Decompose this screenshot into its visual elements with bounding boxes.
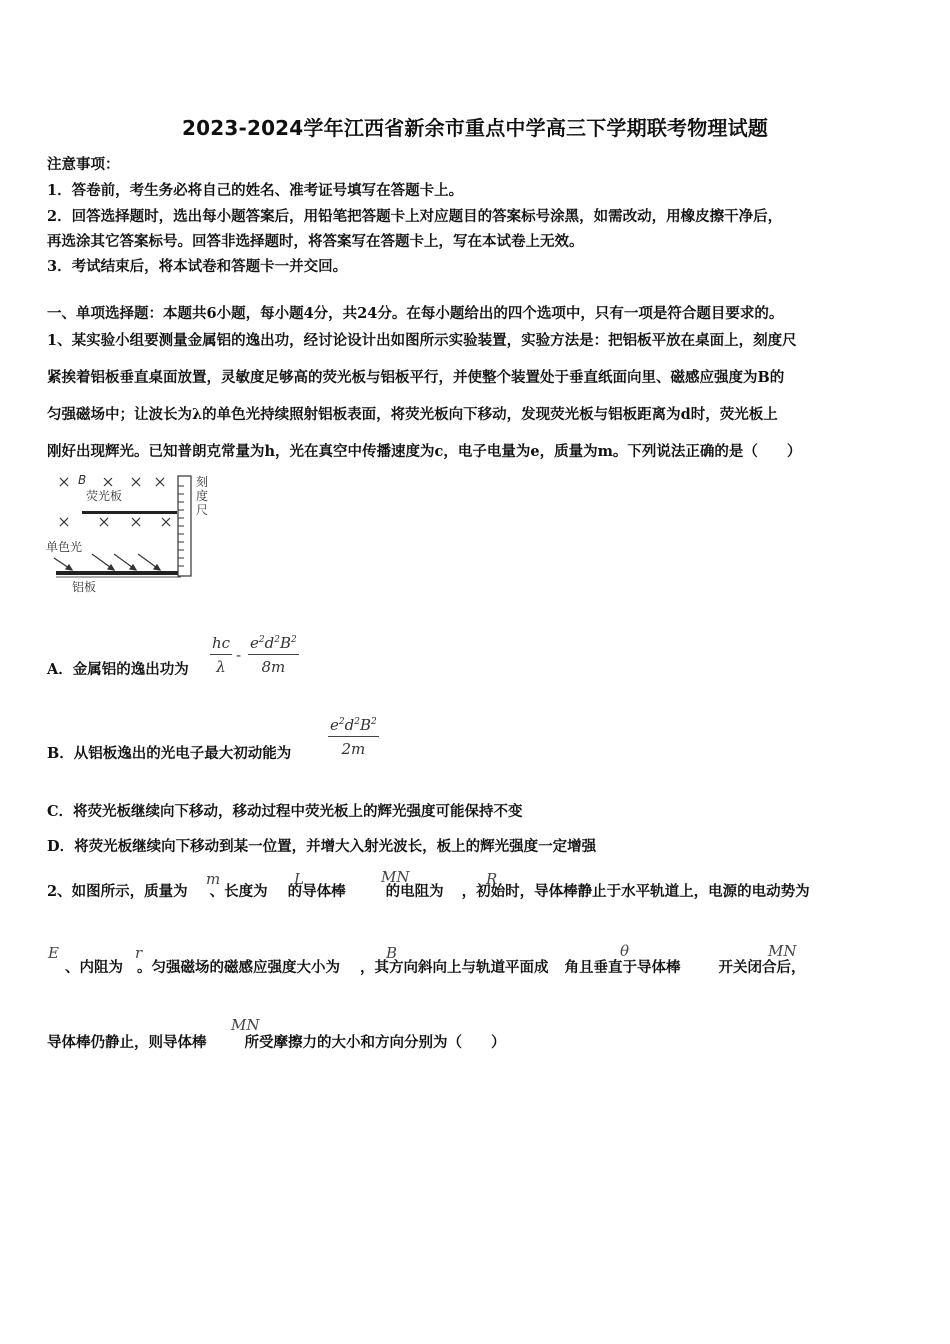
option-b-fraction [328,716,379,758]
q2-line-1: 2、如图所示，质量为 、长度为 的导体棒 的电阻为 ，初始时，导体棒静止于水平轨道上，电源的电动势为 [47,883,810,900]
q2-var-r: R [486,870,498,888]
q2-var-theta: θ [620,942,630,960]
notice-item-3: 3．考试结束后，将本试卷和答题卡一并交回。 [47,258,348,275]
option-a-f1-num: hc [212,634,231,652]
q1-line-4: 刚好出现辉光。已知普朗克常量为h，光在真空中传播速度为c，电子电量为e，质量为m。下列说法正确的是（ ） [47,443,802,460]
q2-var-r-small: r [135,944,143,962]
figure-label-ruler-3: 尺 [196,503,209,517]
option-a-fraction-1 [210,634,232,676]
q2-var-b: B [386,944,398,962]
notice-heading: 注意事项： [47,156,120,173]
option-a-f1-den: λ [210,654,232,676]
option-a-fraction-2 [248,634,299,676]
q1-line-2: 紧挨着铝板垂直桌面放置，灵敏度足够高的荧光板与铝板平行，并使整个装置处于垂直纸面向里、磁感应强度为B的 [47,369,785,386]
figure-label-plate: 铝板 [72,580,97,594]
figure-label-ruler-1: 刻 [196,475,209,489]
fluorescent-screen [82,511,177,514]
section-heading: 一、单项选择题：本题共6小题，每小题4分，共24分。在每小题给出的四个选项中，只有一项是符合题目要求的。 [47,305,784,322]
option-a-f2-den: 8m [248,654,299,676]
q2-line-3: 导体棒仍静止，则导体棒 所受摩擦力的大小和方向分别为（ ） [47,1034,506,1051]
option-b-den: 2m [328,736,379,758]
q2-var-mn-2: MN [768,942,797,960]
q2-var-e: E [48,944,59,962]
q2-line-2: 、内阻为 。匀强磁场的磁感应强度大小为 ，其方向斜向上与轨道平面成 角且垂直于导体棒 开关闭合后， [65,959,806,976]
q2-var-l: L [294,870,304,888]
page-title: 2023-2024学年江西省新余市重点中学高三下学期联考物理试题 [181,116,769,140]
q1-option-c: C．将荧光板继续向下移动，移动过程中荧光板上的辉光强度可能保持不变 [47,803,523,820]
q2-var-mn: MN [381,868,410,886]
notice-item-2: 2．回答选择题时，选出每小题答案后，用铅笔把答题卡上对应题目的答案标号涂黑，如需改动，用橡皮擦干净后， [47,208,783,225]
aluminum-plate [56,571,181,575]
option-a-text: A．金属铝的逸出功为 [47,661,189,678]
q1-line-1: 1、某实验小组要测量金属铝的逸出功，经讨论设计出如图所示实验装置，实验方法是：把铝板平放在桌面上，刻度尺 [47,332,797,349]
q1-apparatus-figure [44,466,224,596]
notice-item-1: 1．答卷前，考生务必将自己的姓名、准考证号填写在答题卡上。 [47,182,464,199]
figure-label-ruler-2: 度 [196,489,209,503]
q1-option-b [47,742,291,763]
notice-item-2-cont: 再选涂其它答案标号。回答非选择题时，将答案写在答题卡上，写在本试卷上无效。 [47,233,584,250]
figure-label-light: 单色光 [46,540,83,554]
q2-var-mn-3: MN [231,1016,260,1034]
option-a-minus: - [236,646,242,664]
figure-label-b: B [78,473,87,487]
q1-option-a [47,658,189,679]
q2-var-m: m [206,870,221,888]
q1-option-d: D．将荧光板继续向下移动到某一位置，并增大入射光波长，板上的辉光强度一定增强 [47,838,597,855]
option-b-text: B．从铝板逸出的光电子最大初动能为 [47,745,292,762]
figure-label-screen: 荧光板 [86,489,123,503]
q1-line-3: 匀强磁场中；让波长为λ的单色光持续照射铝板表面，将荧光板向下移动，发现荧光板与铝板距离为d时，荧光板上 [47,406,778,423]
option-a-f2-num: $e^2d^2B^2$ [250,634,297,652]
option-b-num: $e^2d^2B^2$ [330,716,377,734]
